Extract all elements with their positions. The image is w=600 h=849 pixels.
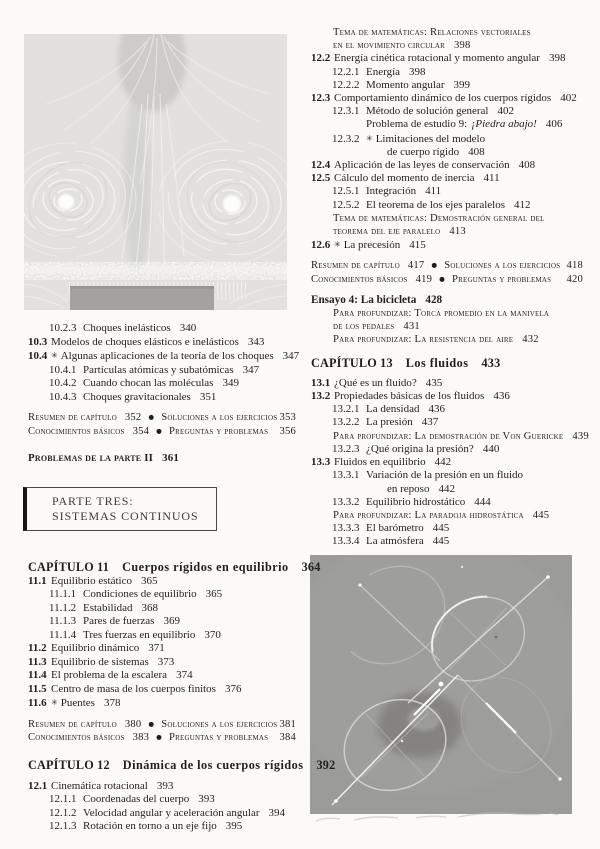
section-number: 11.2 — [28, 642, 47, 654]
chapter-label: CAPÍTULO 13 — [311, 355, 393, 370]
page-number: 442 — [434, 456, 452, 469]
entry-title: El teorema de los ejes paralelos — [366, 198, 505, 211]
entry-title: Tres fuerzas en equilibrio — [83, 628, 196, 641]
fluid-flow-illustration — [24, 34, 287, 310]
meta-label: Preguntas y problemas — [169, 732, 269, 743]
toc-entry — [49, 629, 296, 643]
section-number: 12.1.2 — [49, 806, 77, 819]
entry-title: Modelos de choques elásticos e inelásticos — [51, 335, 239, 348]
section-number: 13.3.4 — [332, 535, 360, 548]
entry-title: La presión — [366, 416, 413, 429]
page-number: 343 — [247, 335, 265, 348]
entry-title: Propiedades básicas de los fluidos — [334, 390, 485, 403]
chapter-meta-line — [28, 411, 296, 425]
page-number: 347 — [282, 350, 300, 362]
page-number: 378 — [103, 697, 121, 709]
section-number: 12.2 — [311, 52, 331, 65]
page-number: 340 — [179, 322, 197, 334]
meta-label: Conocimientos básicos — [28, 425, 125, 437]
chapter-label: CAPÍTULO 11 — [28, 559, 110, 574]
sidebar-title: Tema de matemáticas: Relaciones vectoriales — [333, 27, 531, 38]
entry-title-italic: ¡Piedra abajo! — [471, 118, 537, 131]
entry-title: La precesión — [343, 239, 401, 252]
meta-label: Resumen de capítulo — [28, 718, 117, 730]
page-number: 432 — [522, 334, 539, 346]
entry-title: Rotación en torno a un eje fijo — [83, 820, 217, 832]
essay-heading — [311, 294, 583, 307]
toc-entry — [28, 669, 296, 683]
bullet-icon: ● — [439, 274, 446, 283]
entry-title: Cuando chocan las moléculas — [83, 377, 214, 389]
section-number: 13.3.1 — [332, 469, 360, 482]
toc-sidebar-entry — [333, 26, 583, 39]
part-box-line1: PARTE TRES: — [52, 493, 134, 508]
page-number: 419 — [415, 273, 433, 285]
meta-label: Conocimientos básicos — [28, 732, 125, 743]
toc-entry — [332, 79, 583, 92]
toc-entry — [28, 656, 296, 670]
section-number: 13.3 — [311, 456, 331, 469]
bullet-icon: ● — [156, 426, 163, 435]
faint-pencil-scribble — [314, 812, 570, 826]
page-number: 402 — [560, 92, 577, 105]
sidebar-title: Para profundizar: La paradoja hidrostática — [333, 509, 524, 521]
toc-entry — [28, 575, 296, 589]
toc-entry — [332, 185, 583, 198]
section-number: 12.5.1 — [332, 185, 360, 198]
page-number: 433 — [481, 355, 501, 370]
toc-entry — [49, 615, 296, 629]
toc-entry — [49, 588, 296, 602]
toc-entry — [332, 105, 583, 118]
toc-entry — [332, 522, 583, 535]
section-number: 11.1.4 — [49, 628, 77, 641]
entry-title: Equilibrio estático — [51, 574, 132, 587]
sidebar-title: en el movimiento circular — [333, 40, 445, 52]
toc-entry — [311, 159, 583, 172]
page-number: 393 — [156, 779, 174, 792]
page-number: 347 — [242, 363, 260, 376]
essay-title: Ensayo 4: La bicicleta — [311, 293, 417, 306]
entry-title: Problema de estudio 9: — [366, 118, 468, 131]
bullet-icon: ● — [156, 733, 163, 741]
page-number: 398 — [548, 52, 566, 65]
section-number: 13.2.3 — [332, 442, 360, 455]
toc-sidebar-entry — [333, 333, 583, 346]
star-icon: ✳ — [366, 133, 373, 143]
entry-title: Partículas atómicas y subatómicas — [83, 363, 234, 376]
entry-title: Coordenadas del cuerpo — [83, 793, 190, 805]
toc-entry — [49, 602, 296, 616]
page-number: 352 — [124, 412, 142, 423]
toc-sidebar-entry — [333, 509, 583, 522]
page-number: 364 — [301, 559, 321, 574]
chapter-title: Cuerpos rígidos en equilibrio — [122, 559, 289, 574]
page-number: 351 — [199, 390, 217, 403]
page-number: 436 — [493, 390, 510, 403]
chapter-meta-line — [311, 259, 583, 272]
page-number: 398 — [453, 40, 471, 52]
entry-title: Limitaciones del modelo — [375, 132, 486, 145]
chapter-meta-line — [28, 718, 296, 732]
entry-title: La atmósfera — [366, 535, 424, 548]
page-number: 411 — [483, 172, 500, 185]
section-number: 12.3 — [311, 92, 331, 105]
toc-entry — [28, 642, 296, 656]
entry-title: El barómetro — [366, 522, 424, 535]
section-number: 12.3.2 — [332, 132, 360, 145]
entry-title: Equilibrio de sistemas — [51, 655, 149, 668]
page-number: 439 — [572, 430, 589, 442]
page-number: 431 — [403, 321, 420, 333]
chapter-meta-line — [28, 425, 296, 439]
entry-title: Aplicación de las leyes de conservación — [334, 159, 510, 172]
section-number: 12.3.1 — [332, 105, 360, 118]
section-number: 12.1.1 — [49, 793, 77, 805]
section-number: 11.6 — [28, 697, 47, 709]
page-number: 413 — [449, 226, 466, 238]
section-number: 13.2.2 — [332, 416, 360, 429]
page-number: 444 — [474, 495, 491, 508]
entry-title: Pares de fuerzas — [83, 615, 155, 627]
page-number: 365 — [205, 588, 223, 600]
toc-entry — [49, 820, 296, 834]
page-number: 384 — [279, 732, 296, 743]
section-number: 10.4 — [28, 350, 48, 362]
section-number: 12.5 — [311, 172, 331, 185]
toc-entry — [28, 780, 296, 794]
page-number: 445 — [432, 522, 450, 535]
toc-entry — [28, 696, 296, 711]
heading-label: Problemas de la parte II — [28, 452, 154, 464]
toc-entry — [311, 92, 583, 105]
toc-sidebar-entry — [333, 430, 589, 443]
entry-title: Condiciones de equilibrio — [83, 588, 197, 600]
section-number: 13.2.1 — [332, 403, 360, 416]
toc-entry — [332, 535, 583, 548]
section-number: 13.1 — [311, 376, 331, 389]
chapter-heading — [28, 757, 336, 773]
page-number: 415 — [409, 239, 426, 252]
part-box-line2: SISTEMAS CONTINUOS — [52, 508, 199, 523]
section-number: 12.2.2 — [332, 78, 360, 91]
page-number: 373 — [157, 655, 175, 668]
entry-title: Comportamiento dinámico de los cuerpos rígidos — [334, 92, 552, 105]
page-number: 437 — [421, 416, 439, 429]
page-number: 349 — [222, 377, 239, 389]
gyroscope-illustration — [310, 555, 572, 814]
entry-title: en reposo — [387, 482, 430, 495]
page-number: 356 — [279, 425, 296, 437]
toc-entry — [332, 443, 583, 456]
meta-label: Resumen de capítulo — [311, 260, 400, 272]
page-number: 361 — [162, 452, 180, 464]
bullet-icon: ● — [148, 719, 155, 728]
section-number: 13.3.2 — [332, 495, 360, 508]
toc-entry — [311, 456, 583, 469]
entry-title: Variación de la presión en un fluido — [366, 469, 524, 482]
page-number: 445 — [432, 535, 450, 548]
toc-entry — [332, 469, 583, 482]
page-number: 392 — [316, 757, 336, 772]
page-number: 408 — [468, 145, 485, 158]
entry-title: Choques gravitacionales — [83, 390, 191, 403]
entry-title: Método de solución general — [366, 105, 489, 118]
page-number: 399 — [453, 78, 471, 91]
section-number: 12.5.2 — [332, 198, 360, 211]
entry-title: Fluidos en equilibrio — [334, 456, 426, 469]
page-number: 393 — [198, 793, 215, 805]
entry-title: Estabilidad — [83, 601, 133, 614]
entry-title: El problema de la escalera — [51, 669, 168, 681]
page-number: 395 — [225, 820, 243, 832]
toc-right-column — [311, 26, 589, 549]
entry-title: Centro de masa de los cuerpos finitos — [51, 682, 216, 695]
chapter-meta-line — [28, 731, 296, 745]
toc-entry — [28, 349, 300, 364]
toc-entry — [49, 377, 296, 391]
entry-title: Puentes — [60, 697, 95, 709]
fluid-flow-photo — [24, 34, 287, 310]
section-number: 12.2.1 — [332, 65, 360, 78]
section-number: 11.5 — [28, 682, 47, 695]
toc-sidebar-entry — [333, 212, 583, 225]
bullet-icon: ● — [431, 261, 438, 270]
chapter-title: Dinámica de los cuerpos rígidos — [122, 757, 304, 772]
meta-label: Conocimientos básicos — [311, 273, 408, 285]
page-number: 365 — [140, 574, 158, 587]
toc-entry — [311, 238, 583, 252]
page-number: 428 — [425, 293, 443, 306]
entry-title: ¿Qué origina la presión? — [366, 442, 474, 455]
meta-label: Resumen de capítulo — [28, 412, 117, 423]
chapter-meta-line — [311, 273, 583, 286]
toc-entry-continuation — [387, 146, 583, 159]
page-number: 383 — [132, 732, 150, 743]
page-number: 376 — [224, 682, 242, 695]
sidebar-title: Para profundizar: Torca promedio en la manivela — [333, 308, 550, 320]
star-icon: ✳ — [51, 698, 58, 707]
part-problems-heading — [28, 452, 296, 466]
section-number: 12.1.3 — [49, 820, 77, 832]
section-number: 12.4 — [311, 159, 331, 172]
section-number: 11.1.2 — [49, 601, 77, 614]
section-number: 11.4 — [28, 669, 47, 681]
page-number: 381 — [279, 718, 296, 730]
meta-label: Soluciones a los ejercicios — [161, 412, 278, 423]
page-number: 411 — [425, 185, 442, 198]
entry-title: de cuerpo rígido — [387, 145, 460, 158]
star-icon: ✳ — [334, 240, 341, 250]
section-number: 10.4.3 — [49, 390, 77, 403]
page-number: 435 — [425, 376, 443, 389]
section-number: 10.4.1 — [49, 363, 77, 376]
toc-sidebar-continuation — [333, 225, 583, 238]
sidebar-title: Para profundizar: La resistencia del aire — [333, 334, 514, 346]
entry-title: Momento angular — [366, 78, 445, 91]
page-number: 380 — [124, 718, 142, 730]
toc-entry — [332, 118, 583, 131]
page-number: 394 — [268, 806, 286, 819]
toc-entry — [311, 377, 583, 390]
toc-entry — [49, 807, 296, 821]
entry-title: Cálculo del momento de inercia — [334, 172, 475, 185]
section-number: 10.2.3 — [49, 322, 77, 334]
page-number: 374 — [176, 669, 193, 681]
page-number: 418 — [566, 260, 583, 272]
meta-label: Preguntas y problemas — [452, 273, 552, 285]
page-number: 440 — [482, 442, 500, 455]
meta-label: Soluciones a los ejercicios — [444, 260, 561, 272]
page-number: 370 — [204, 628, 221, 641]
toc-sidebar-continuation — [333, 39, 583, 52]
toc-entry — [332, 199, 583, 212]
page-number: 368 — [141, 601, 158, 614]
page-number: 445 — [532, 509, 550, 521]
toc-entry — [311, 172, 583, 185]
page-number: 406 — [545, 118, 563, 131]
page-number: 402 — [497, 105, 514, 118]
page-number: 354 — [132, 425, 150, 437]
toc-entry — [49, 391, 296, 405]
page-number: 436 — [428, 403, 445, 416]
entry-title: Choques inelásticos — [83, 322, 171, 334]
toc-entry — [49, 322, 296, 336]
toc-sidebar-continuation — [333, 320, 583, 333]
toc-entry — [332, 416, 583, 429]
entry-title: Algunas aplicaciones de la teoría de los choques — [60, 350, 274, 362]
chapter-title: Los fluidos — [405, 355, 469, 370]
entry-title: La densidad — [366, 403, 420, 416]
page-number: 412 — [513, 198, 531, 211]
toc-entry — [332, 496, 583, 509]
section-number: 13.3.3 — [332, 522, 360, 535]
sidebar-title: de los pedales — [333, 321, 395, 333]
toc-entry — [28, 336, 296, 350]
toc-entry — [332, 132, 583, 146]
page-number: 417 — [407, 260, 425, 272]
toc-entry — [311, 52, 583, 65]
page-number: 442 — [438, 482, 455, 495]
section-number: 11.1.1 — [49, 588, 77, 600]
toc-entry — [49, 793, 296, 807]
chapter-label: CAPÍTULO 12 — [28, 757, 110, 772]
section-number: 13.2 — [311, 390, 331, 403]
section-number: 12.6 — [311, 239, 331, 252]
chapter-heading — [28, 559, 321, 575]
toc-entry — [28, 683, 296, 697]
entry-title: Equilibrio dinámico — [51, 642, 140, 654]
entry-title: Integración — [366, 185, 417, 198]
toc-entry — [332, 66, 583, 79]
toc-entry — [49, 364, 296, 378]
entry-title: Cinemática rotacional — [51, 779, 148, 792]
part-box — [23, 487, 217, 531]
toc-entry-continuation — [387, 483, 583, 496]
entry-title: ¿Qué es un fluido? — [334, 376, 417, 389]
gyroscope-photo — [310, 555, 572, 814]
section-number: 10.3 — [28, 335, 48, 348]
star-icon: ✳ — [51, 351, 58, 360]
toc-entry — [311, 390, 583, 403]
toc-entry — [332, 403, 583, 416]
page-number: 353 — [279, 412, 296, 423]
page-number: 420 — [566, 273, 583, 285]
meta-label: Preguntas y problemas — [169, 425, 269, 437]
entry-title: Energía — [366, 65, 401, 78]
sidebar-title: teorema del eje paralelo — [333, 226, 441, 238]
section-number: 12.1 — [28, 779, 48, 792]
entry-title: Equilibrio hidrostático — [366, 495, 466, 508]
sidebar-title: Para profundizar: La demostración de Von Guericke — [333, 430, 564, 442]
page-number: 371 — [148, 642, 165, 654]
section-number: 10.4.2 — [49, 377, 77, 389]
chapter-heading — [311, 357, 583, 370]
entry-title: Velocidad angular y aceleración angular — [83, 806, 260, 819]
page-number: 408 — [518, 159, 536, 172]
toc-sidebar-entry — [333, 307, 583, 320]
page-number: 398 — [409, 65, 426, 78]
section-number: 11.1.3 — [49, 615, 77, 627]
meta-label: Soluciones a los ejercicios — [161, 718, 278, 730]
bullet-icon: ● — [148, 413, 155, 421]
section-number: 11.3 — [28, 655, 47, 668]
section-number: 11.1 — [28, 574, 47, 587]
sidebar-title: Tema de matemáticas: Demostración general del — [333, 212, 545, 224]
page-number: 369 — [163, 615, 180, 627]
entry-title: Energía cinética rotacional y momento angular — [334, 52, 540, 65]
